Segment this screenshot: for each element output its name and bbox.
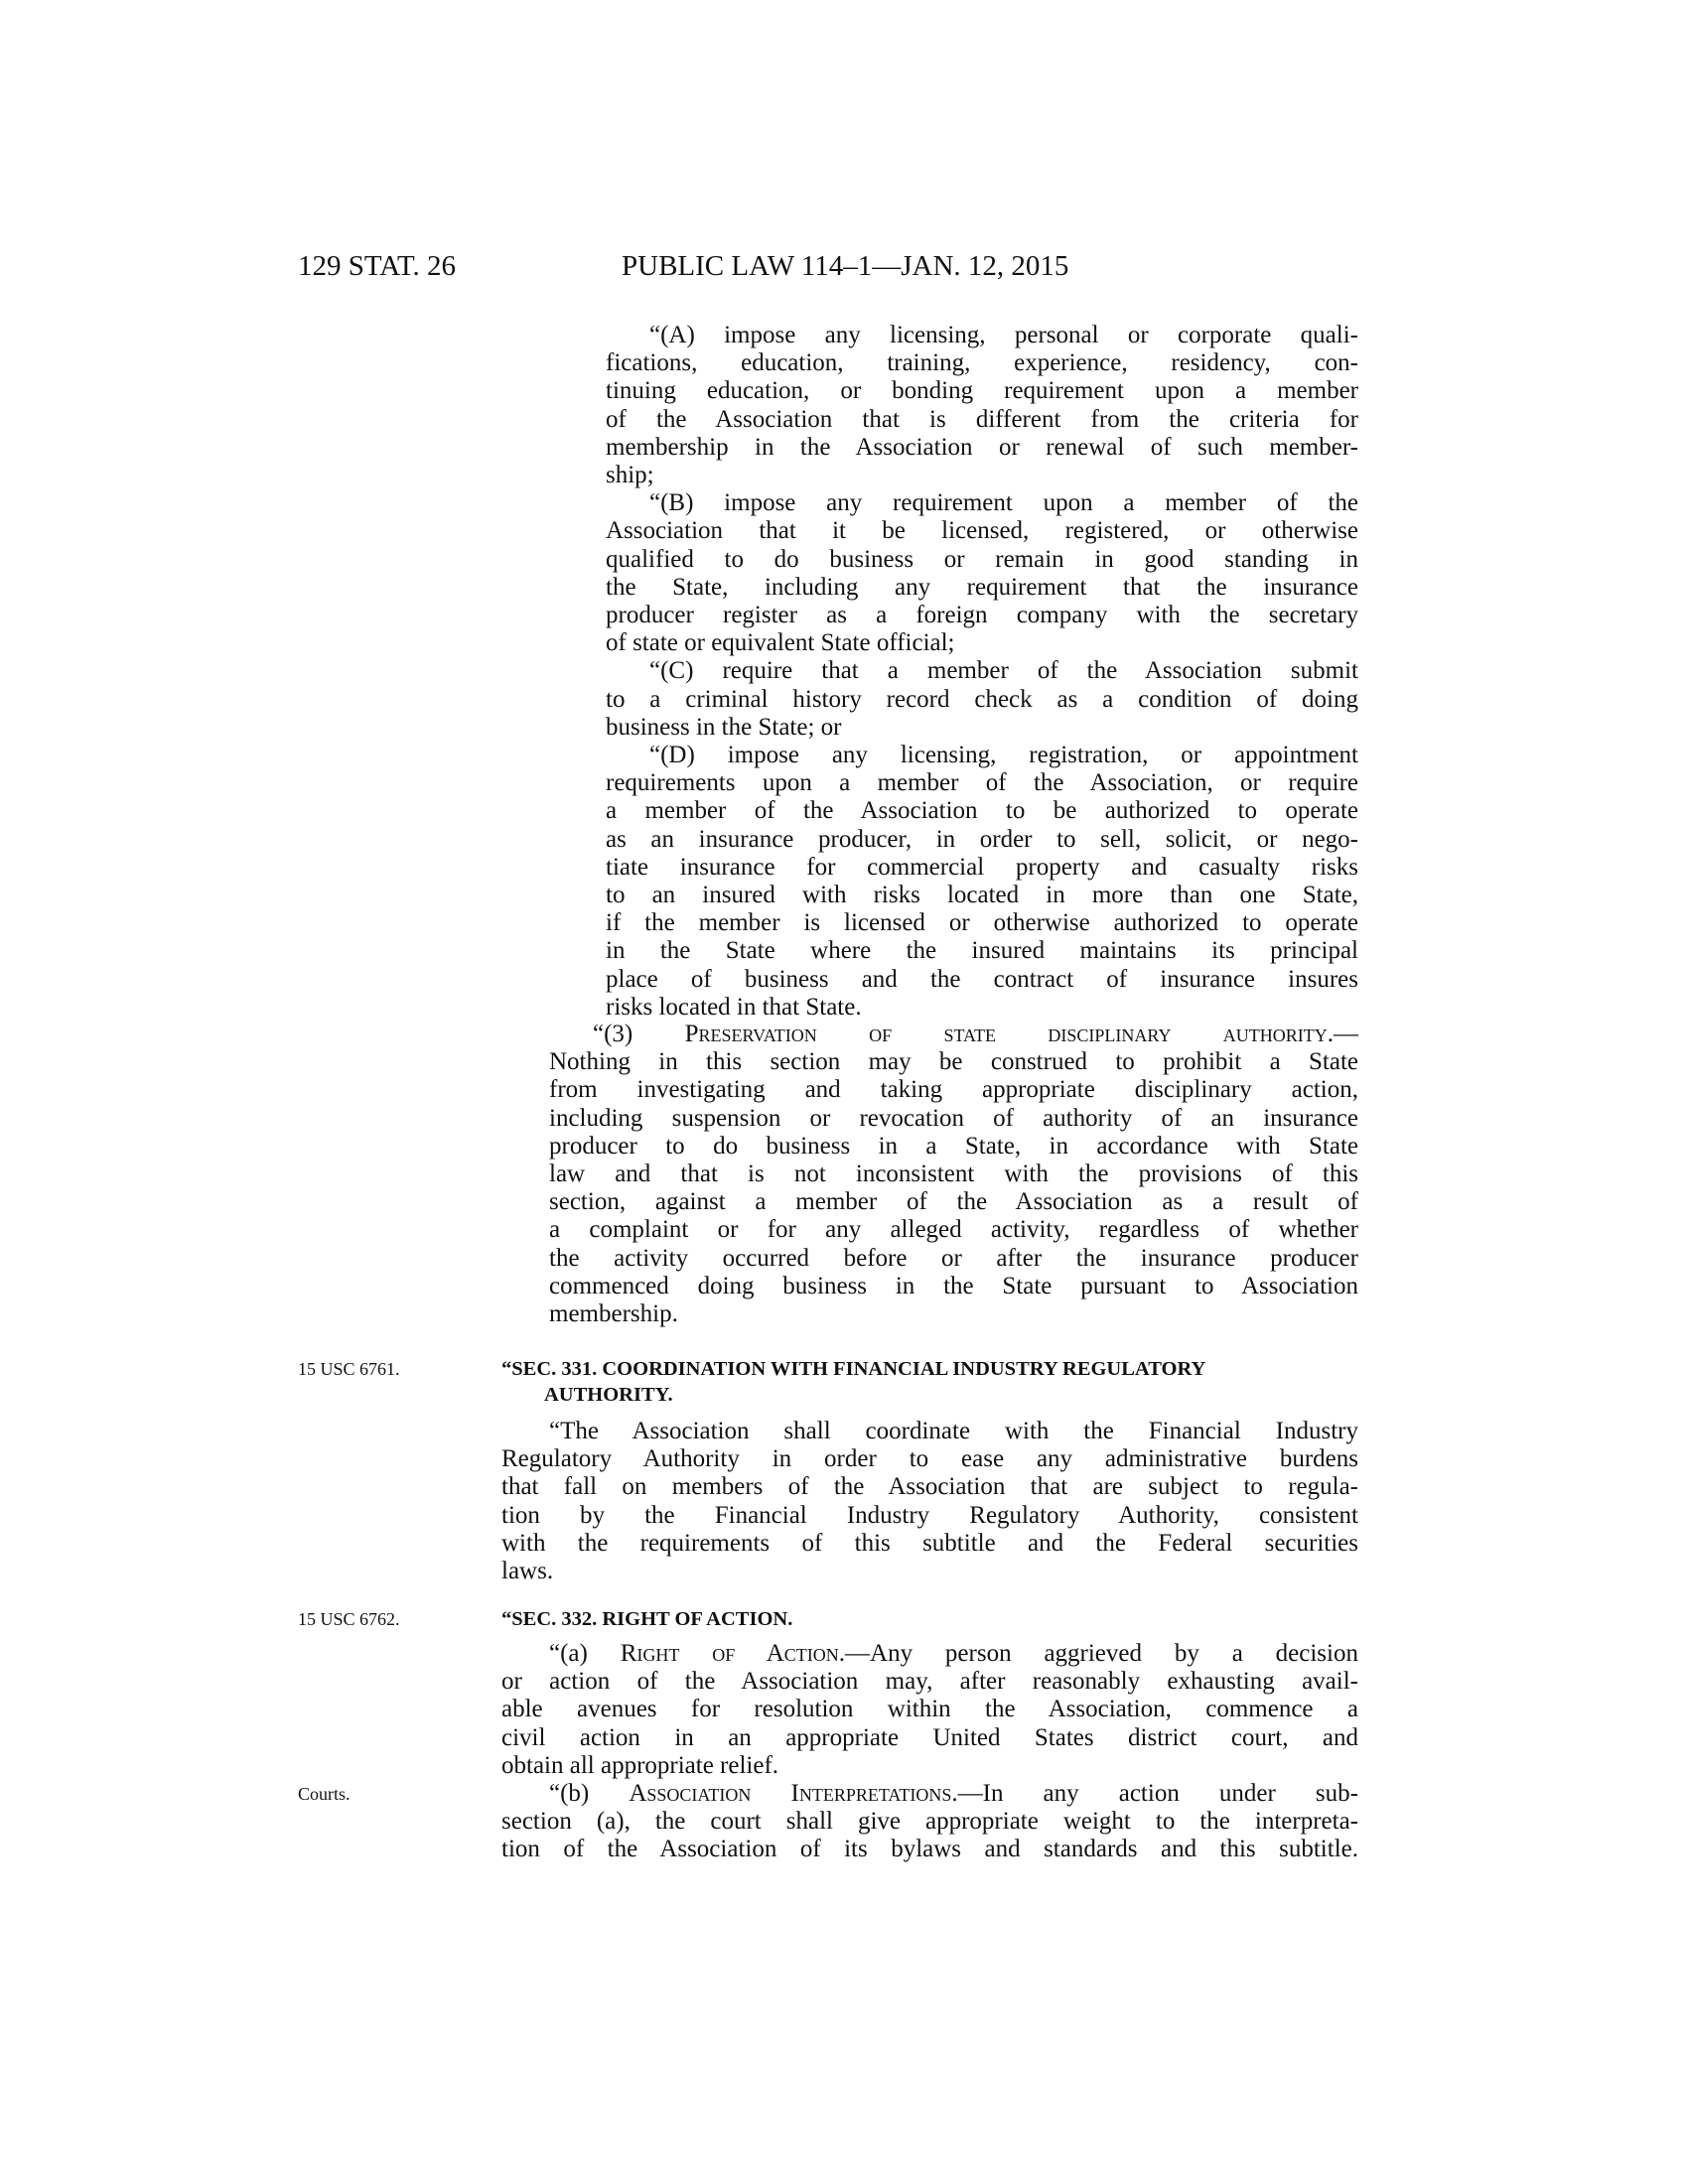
text-line: of state or equivalent State official; [606, 629, 955, 657]
para-3-heading: Preservation of state disciplinary authority. [684, 1021, 1334, 1047]
text-line: including suspension or revocation of authority of an insurance [549, 1104, 1358, 1132]
text-line: a member of the Association to be authorized to operate [606, 797, 1358, 825]
text-line: a complaint or for any alleged activity, regardless of whether [549, 1216, 1358, 1244]
text-line: with the requirements of this subtitle and the Federal securities [501, 1529, 1358, 1557]
sub-b-first-rest: —In any action under sub- [957, 1780, 1358, 1807]
sec-332-heading [501, 1606, 1358, 1632]
margin-note-sec-332: 15 USC 6762. [298, 1609, 400, 1629]
text-line: as an insurance producer, in order to sell, solicit, or nego- [606, 825, 1358, 853]
text-line: fications, education, training, experience, residency, con- [606, 349, 1358, 377]
sec-331-heading [501, 1356, 1358, 1408]
text-line: law and that is not inconsistent with the provisions of this [549, 1160, 1358, 1188]
text-line: tinuing education, or bonding requirement upon a member [606, 377, 1358, 405]
sub-b-first-line [501, 1780, 1358, 1808]
text-line: able avenues for resolution within the Association, commence a [501, 1696, 1358, 1723]
sub-b-heading: Association Interpretations. [629, 1780, 958, 1807]
text-line: “(C) require that a member of the Association submit [649, 657, 1358, 685]
text-line: that fall on members of the Association that are subject to regula- [501, 1473, 1358, 1501]
para-a [606, 322, 1358, 1022]
sub-a-first-rest: —Any person aggrieved by a decision [845, 1640, 1358, 1667]
sec-332-subsection-a [501, 1640, 1358, 1780]
text-line: in the State where the insured maintains its principal [606, 937, 1358, 965]
sec-332-subsection-b [501, 1780, 1358, 1864]
text-line: place of business and the contract of insurance insures [606, 965, 1358, 993]
para-3-dash: — [1334, 1021, 1358, 1047]
text-line: requirements upon a member of the Association, or require [606, 769, 1358, 797]
sec-331-heading-line2: AUTHORITY. [544, 1384, 673, 1406]
text-line: Regulatory Authority in order to ease any administrative burdens [501, 1445, 1358, 1473]
text-line: qualified to do business or remain in good standing in [606, 545, 1358, 573]
text-line: “(B) impose any requirement upon a member of the [649, 489, 1358, 517]
text-line: “The Association shall coordinate with the Financial Industry [549, 1418, 1358, 1444]
text-line: producer to do business in a State, in accordance with State [549, 1132, 1358, 1160]
text-line: business in the State; or [606, 713, 842, 741]
para-3-first-line [549, 1021, 1358, 1048]
text-line: laws. [501, 1558, 554, 1585]
text-line: or action of the Association may, after reasonably exhausting avail- [501, 1668, 1358, 1696]
text-line: membership. [549, 1300, 678, 1328]
sub-b-prefix: “(b) [549, 1780, 630, 1807]
text-line: commenced doing business in the State pursuant to Association [549, 1272, 1358, 1299]
text-line: civil action in an appropriate United States district court, and [501, 1723, 1358, 1751]
text-line: Association that it be licensed, registered, or otherwise [606, 517, 1358, 545]
text-line: risks located in that State. [606, 993, 862, 1021]
text-line: obtain all appropriate relief. [501, 1751, 779, 1779]
text-line: “(D) impose any licensing, registration, or appointment [649, 742, 1358, 769]
text-line: of the Association that is different from the criteria for [606, 405, 1358, 433]
text-line: Nothing in this section may be construed to prohibit a State [549, 1048, 1358, 1076]
text-line: ship; [606, 462, 654, 489]
text-line: from investigating and taking appropriate disciplinary action, [549, 1076, 1358, 1104]
text-line: producer register as a foreign company with the secretary [606, 602, 1358, 629]
text-line: the State, including any requirement that the insurance [606, 573, 1358, 601]
text-line: “(A) impose any licensing, personal or corporate quali- [649, 322, 1358, 348]
sub-a-prefix: “(a) [549, 1640, 621, 1667]
margin-note-courts: Courts. [298, 1784, 351, 1804]
stat-page-number: 129 STAT. 26 [298, 250, 457, 282]
sec-332-heading-line: “SEC. 332. RIGHT OF ACTION. [501, 1608, 793, 1630]
text-line: section, against a member of the Association as a result of [549, 1188, 1358, 1216]
sec-331-heading-line1: “SEC. 331. COORDINATION WITH FINANCIAL INDUSTRY REGULATORY [501, 1358, 1206, 1380]
text-line: tion of the Association of its bylaws and standards and this subtitle. [501, 1836, 1358, 1863]
text-line: tion by the Financial Industry Regulatory Authority, consistent [501, 1501, 1358, 1529]
public-law-header: PUBLIC LAW 114–1—JAN. 12, 2015 [622, 250, 1069, 282]
sec-331-body [501, 1418, 1358, 1585]
para-3-prefix: “(3) [593, 1021, 685, 1047]
text-line: the activity occurred before or after the insurance producer [549, 1244, 1358, 1272]
text-line: to an insured with risks located in more than one State, [606, 882, 1358, 909]
sub-a-heading: Right of Action. [620, 1640, 846, 1667]
text-line: to a criminal history record check as a condition of doing [606, 685, 1358, 713]
sub-a-first-line [501, 1640, 1358, 1668]
para-3 [549, 1021, 1358, 1328]
text-line: membership in the Association or renewal of such member- [606, 433, 1358, 461]
text-line: tiate insurance for commercial property and casualty risks [606, 853, 1358, 881]
text-line: if the member is licensed or otherwise authorized to operate [606, 909, 1358, 937]
margin-note-sec-331: 15 USC 6761. [298, 1359, 400, 1379]
text-line: section (a), the court shall give appropriate weight to the interpreta- [501, 1808, 1358, 1836]
